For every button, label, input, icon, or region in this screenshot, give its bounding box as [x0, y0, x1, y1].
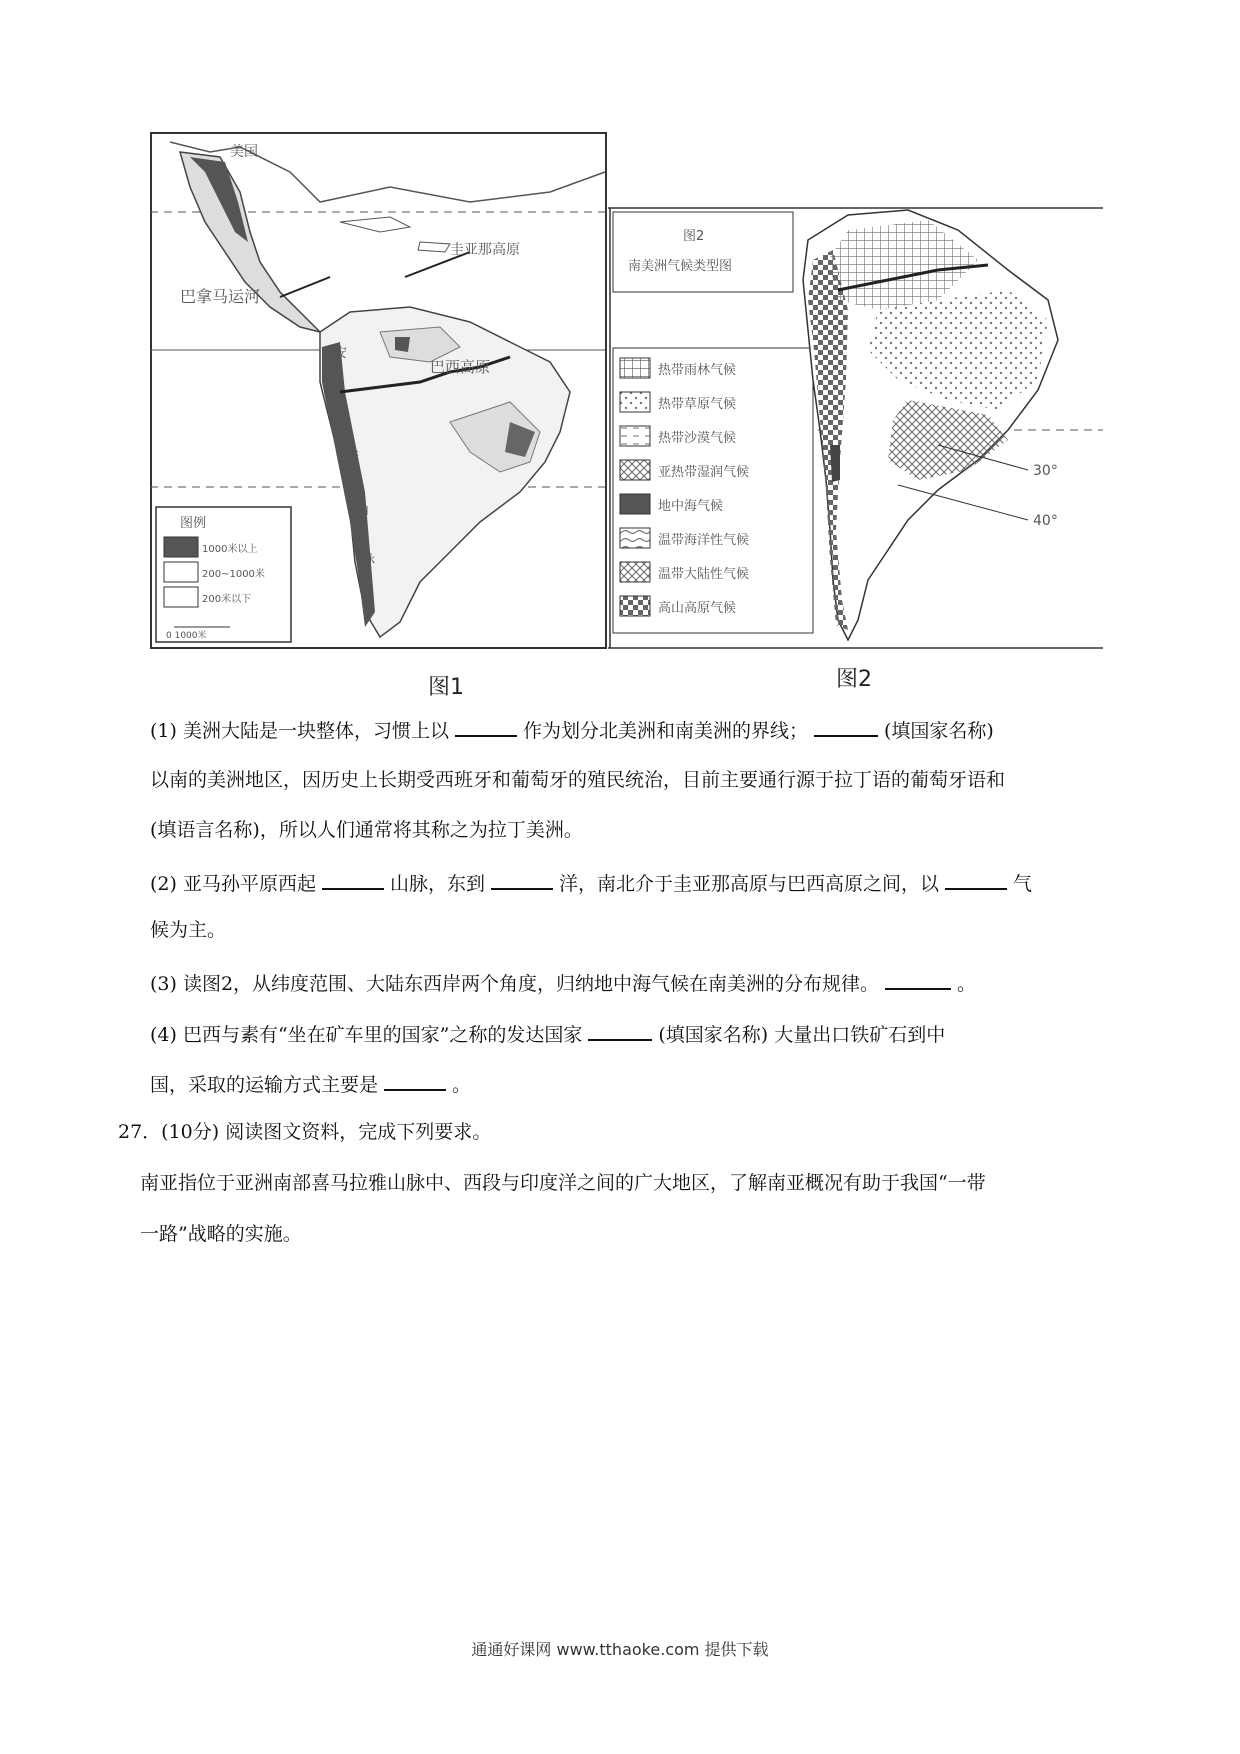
q2-text-b: 山脉，东到 [389, 873, 485, 895]
q2-blank-1[interactable] [322, 866, 384, 890]
label-andes-4: 山 [356, 503, 370, 518]
label-andes-1: 安 [334, 346, 348, 361]
q1-text-b: 作为划分北美洲和南美洲的界线； [522, 720, 808, 742]
figure-2-legend [613, 348, 813, 633]
figure-2-map [608, 200, 1108, 650]
fig2-legend-2: 热带草原气候 [658, 397, 737, 412]
q4-line-2 [150, 1067, 471, 1100]
q2-line-2: 候为主。 [150, 919, 227, 941]
legend-item-3: 200米以下 [202, 594, 252, 605]
q4-text-a: (4) 巴西与素有“坐在矿车里的国家”之称的发达国家 [150, 1024, 583, 1046]
legend-item-2: 200~1000米 [202, 569, 265, 580]
figure-1-caption: 图1 [428, 675, 464, 700]
fig2-legend-4: 亚热带湿润气候 [658, 465, 750, 480]
fig2-legend-3: 热带沙漠气候 [658, 431, 737, 446]
fig2-legend-1: 热带雨林气候 [658, 363, 737, 378]
q4-blank-2[interactable] [384, 1067, 446, 1091]
q2-text-c: 洋，南北介于圭亚那高原与巴西高原之间，以 [558, 873, 939, 895]
q2-text-a: (2) 亚马孙平原西起 [150, 873, 316, 895]
q2-blank-2[interactable] [491, 866, 553, 890]
fig2-legend-5: 地中海气候 [658, 499, 724, 514]
lat-label-30: 30° [1033, 463, 1058, 479]
label-andes-2: 第 [336, 413, 350, 428]
q4-text-b: (填国家名称) 大量出口铁矿石到中 [658, 1024, 946, 1046]
q1-line-3: (填语言名称)，所以人们通常将其称之为拉丁美洲。 [150, 819, 583, 841]
fig2-title-2: 南美洲气候类型图 [628, 259, 733, 274]
q1-text-a: (1) 美洲大陆是一块整体，习惯上以 [150, 720, 449, 742]
q1-line-1 [150, 713, 994, 746]
q27-line-1: 南亚指位于亚洲南部喜马拉雅山脉中、西段与印度洋之间的广大地区，了解南亚概况有助于我国“一带 [140, 1172, 986, 1194]
q4-line-1 [150, 1017, 945, 1050]
q1-text-c: (填国家名称) [883, 720, 994, 742]
q27-title: 27．(10分) 阅读图文资料，完成下列要求。 [118, 1121, 492, 1143]
label-brazil: 巴西高原 [430, 358, 491, 376]
fig2-title-1: 图2 [683, 229, 705, 244]
fig2-legend-8: 高山高原气候 [658, 601, 737, 616]
q2-blank-3[interactable] [945, 866, 1007, 890]
figure-2-caption: 图2 [836, 667, 872, 692]
legend-title: 图例 [180, 516, 207, 531]
fig2-legend-6: 温带海洋性气候 [658, 533, 750, 548]
fig2-legend-7: 温带大陆性气候 [658, 567, 750, 582]
q27-line-2: 一路”战略的实施。 [140, 1223, 302, 1245]
legend-scale: 0 1000米 [166, 631, 207, 641]
q1-line-2: 以南的美洲地区，因历史上长期受西班牙和葡萄牙的殖民统治，目前主要通行源于拉丁语的葡萄牙语和 [150, 769, 1006, 791]
label-guiana: 圭亚那高原 [450, 242, 520, 258]
label-usa: 美国 [230, 144, 258, 160]
figure-1-legend [156, 507, 291, 642]
q3-line-1 [150, 966, 976, 999]
q1-blank-2[interactable] [814, 713, 878, 737]
q4-text-c: 国，采取的运输方式主要是 [150, 1074, 379, 1096]
q2-line-1 [150, 866, 1032, 899]
q4-blank-1[interactable] [588, 1017, 652, 1041]
label-andes-3: 斯 [346, 451, 360, 466]
q2-text-d: 气 [1013, 873, 1033, 895]
figure-1-map [150, 132, 610, 652]
q1-blank-1[interactable] [455, 713, 517, 737]
lat-label-40: 40° [1033, 513, 1058, 529]
q4-text-d: 。 [452, 1074, 472, 1096]
q3-text-a: (3) 读图2，从纬度范围、大陆东西岸两个角度，归纳地中海气候在南美洲的分布规律。 [150, 973, 880, 995]
label-panama: 巴拿马运河 [180, 287, 261, 306]
q3-text-b: 。 [957, 973, 977, 995]
page-footer: 通通好课网 www.tthaoke.com 提供下载 [471, 1640, 769, 1659]
q3-blank-1[interactable] [885, 966, 951, 990]
legend-item-1: 1000米以上 [202, 544, 258, 555]
label-andes-5: 脉 [362, 553, 376, 568]
